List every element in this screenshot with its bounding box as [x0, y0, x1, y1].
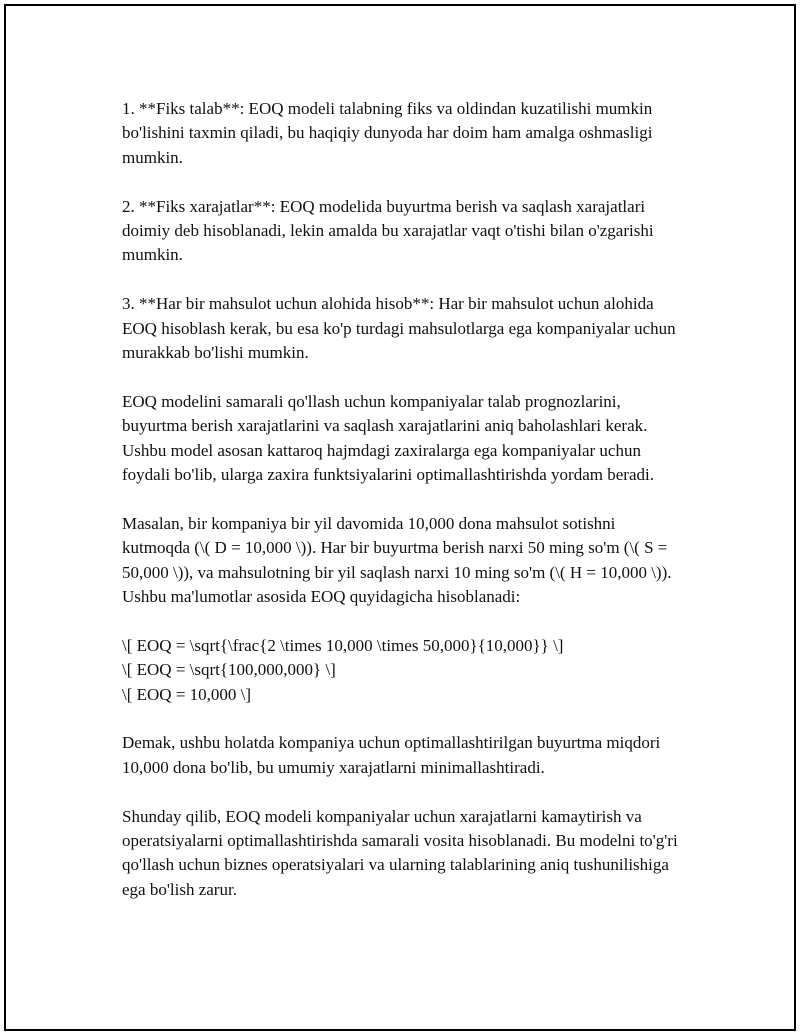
formula-line-2: \[ EOQ = \sqrt{100,000,000} \]: [122, 660, 336, 680]
formula-line-3: \[ EOQ = 10,000 \]: [122, 684, 252, 704]
paragraph-result: Demak, ushbu holatda kompaniya uchun optimallashtirilgan buyurtma miqdori 10,000 dona bo'lib, bu umumiy xarajatlarni minimallashtiradi.: [122, 733, 661, 777]
paragraph-example: Masalan, bir kompaniya bir yil davomida 10,000 dona mahsulot sotishni kutmoqda (\( D = 10,000 \)). Har bir buyurtma berish narxi 50 ming so'm (\( S = 50,000 \)), va mahsulotning bir yil saqlash narxi 10 ming so'm (\( H = 10,000 \)). Ushbu ma'lumotlar asosida EOQ quyidagicha hisoblanadi:: [122, 513, 672, 607]
list-item-fixed-demand: 1. **Fiks talab**: EOQ modeli talabning fiks va oldindan kuzatilishi mumkin bo'lishini taxmin qiladi, bu haqiqiy dunyoda har doim ham amalga oshmasligi mumkin.: [122, 99, 653, 167]
paragraph-conclusion: Shunday qilib, EOQ modeli kompaniyalar uchun xarajatlarni kamaytirish va operatsiyalarni optimallashtirishda samarali vosita hisoblanadi. Bu modelni to'g'ri qo'llash uchun biznes operatsiyalari va ularning talablarining aniq tushunilishiga ega bo'lish zarur.: [122, 806, 678, 899]
paragraph-application: EOQ modelini samarali qo'llash uchun kompaniyalar talab prognozlarini, buyurtma berish xarajatlarini va saqlash xarajatlarini aniq baholashlari kerak. Ushbu model asosan kattaroq hajmdagi zaxiralarga ega kompaniyalar uchun foydali bo'lib, ularga zaxira funktsiyalarini optimallashtirishda yordam beradi.: [122, 391, 654, 485]
formula-block: [122, 634, 682, 707]
page-frame: [4, 4, 796, 1031]
formula-line-1: \[ EOQ = \sqrt{\frac{2 \times 10,000 \times 50,000}{10,000}} \]: [122, 635, 564, 655]
list-item-fixed-costs: 2. **Fiks xarajatlar**: EOQ modelida buyurtma berish va saqlash xarajatlari doimiy deb hisoblanadi, lekin amalda bu xarajatlar vaqt o'tishi bilan o'zgarishi mumkin.: [122, 196, 654, 265]
list-item-separate-calculation: 3. **Har bir mahsulot uchun alohida hisob**: Har bir mahsulot uchun alohida EOQ hisoblash kerak, bu esa ko'p turdagi mahsulotlarga ega kompaniyalar uchun murakkab bo'lishi mumkin.: [122, 294, 676, 363]
document-body: [122, 97, 682, 927]
